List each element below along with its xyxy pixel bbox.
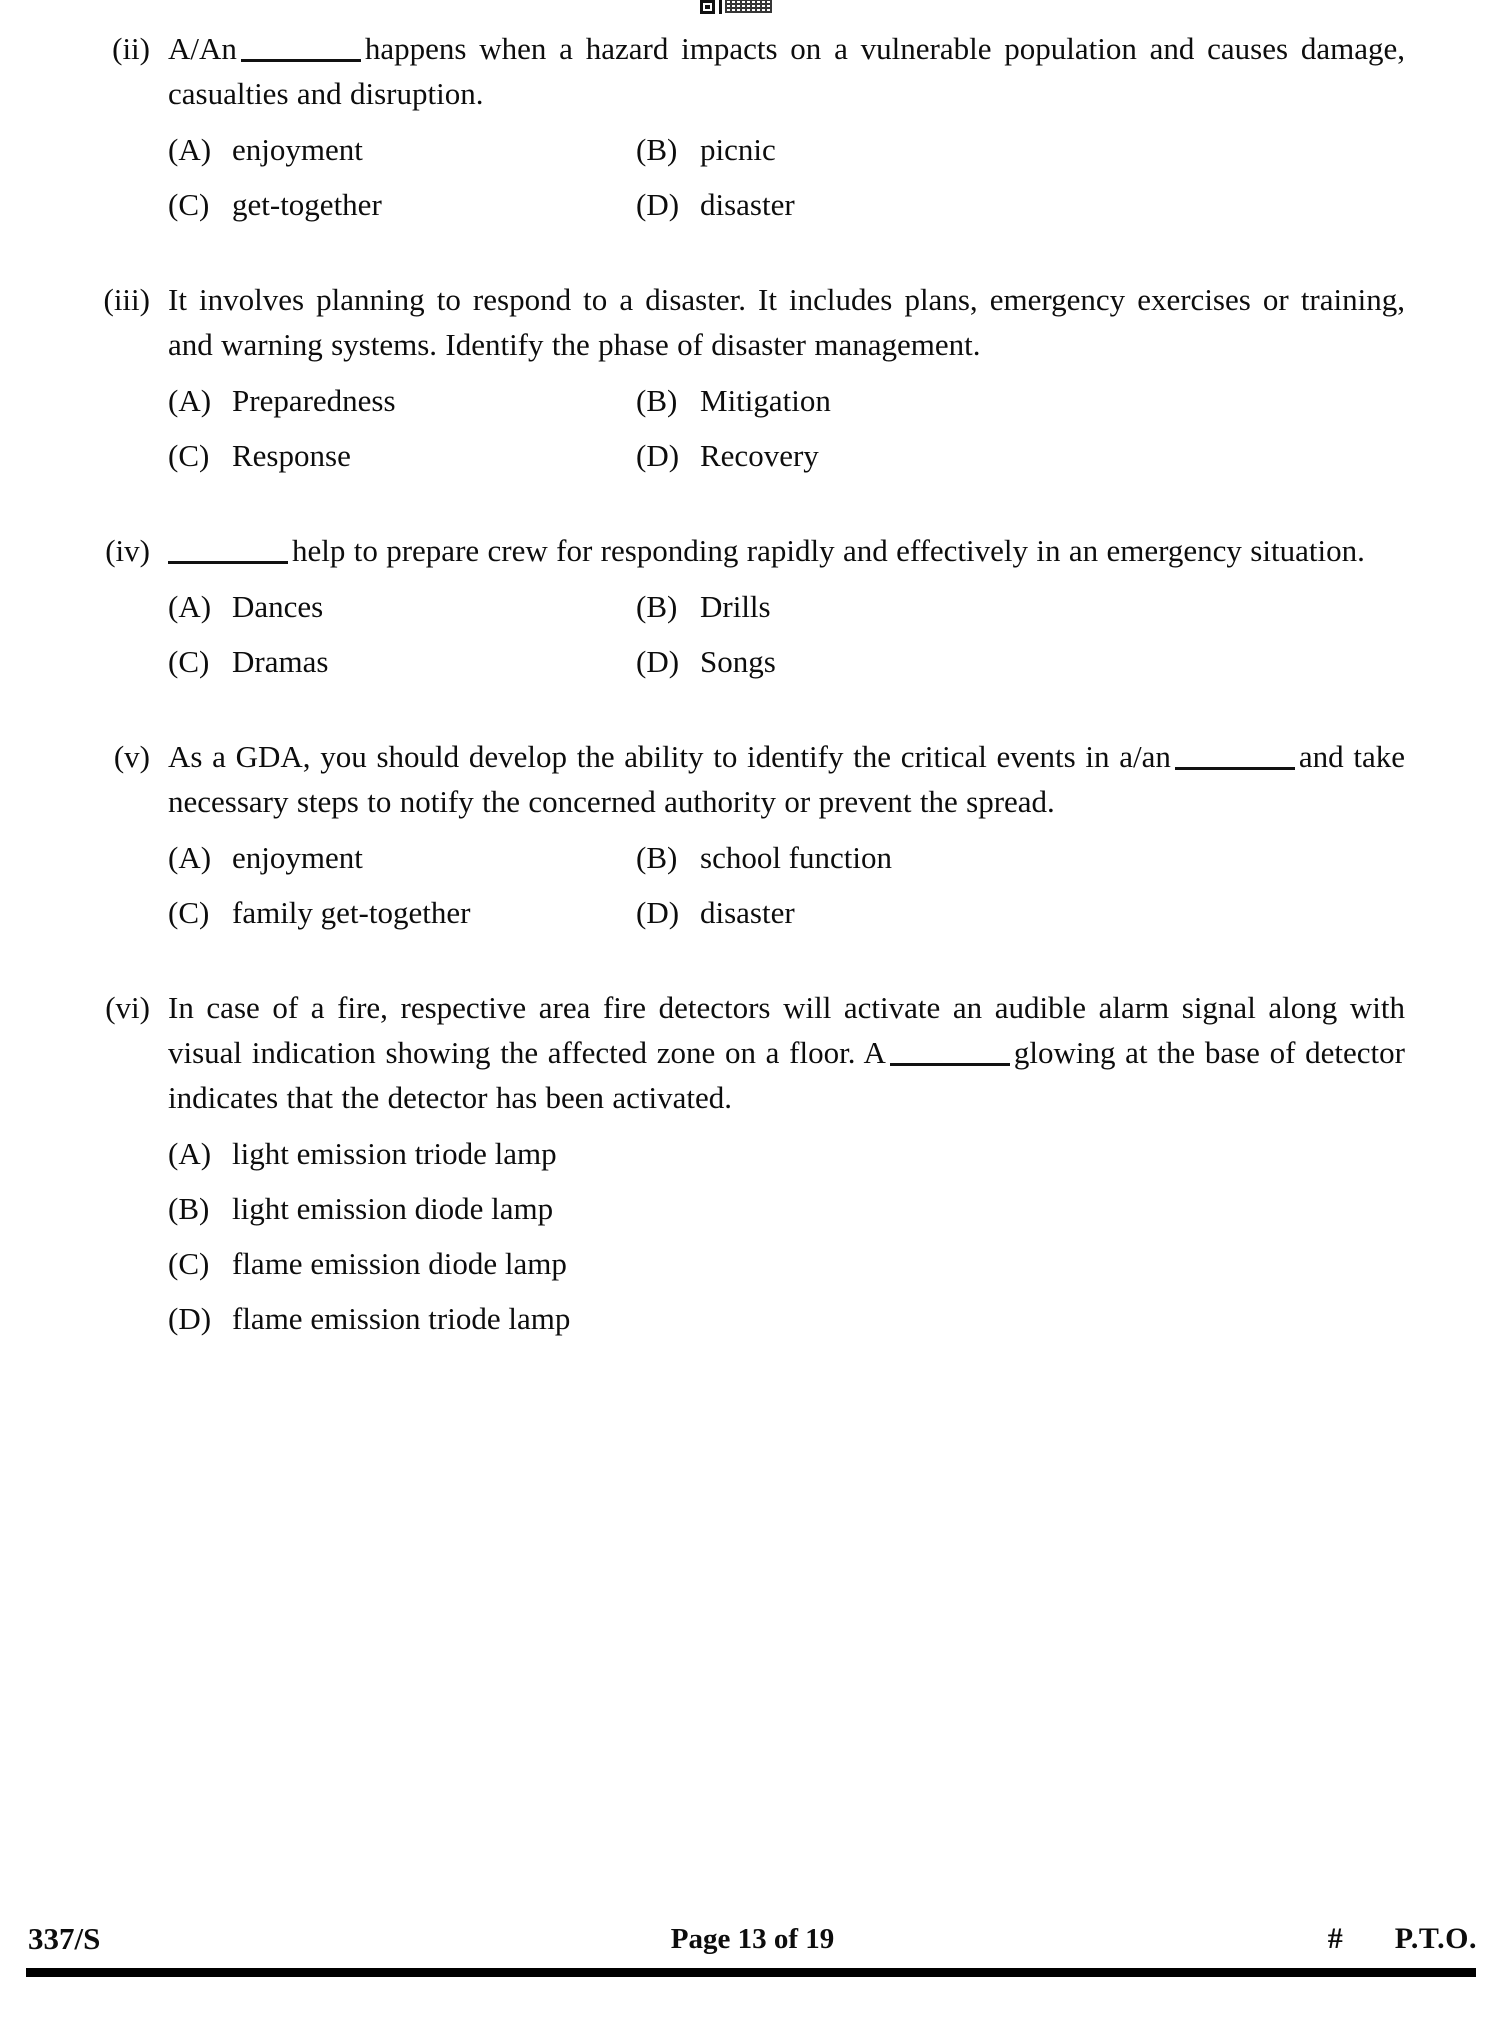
option-a[interactable] [168, 1131, 1405, 1176]
option-text: school function [700, 840, 892, 875]
question-number: (vi) [105, 990, 150, 1025]
answer-blank [241, 40, 361, 62]
option-text: enjoyment [232, 840, 363, 875]
option-label: (C) [168, 895, 210, 930]
spacer [75, 237, 1405, 277]
option-row [168, 639, 1405, 684]
stem-after: help to prepare crew for responding rapidly and effectively in an emergency situation. [292, 533, 1365, 568]
options-iii [168, 378, 1405, 478]
question-number: (iii) [103, 282, 150, 317]
spacer [75, 694, 1405, 734]
options-vi [168, 1131, 1405, 1341]
option-label: (D) [636, 187, 680, 222]
option-label: (A) [168, 132, 212, 167]
answer-blank [890, 1044, 1010, 1066]
option-label: (B) [636, 840, 678, 875]
option-a[interactable] [168, 584, 636, 629]
question-body [168, 277, 1405, 488]
option-b[interactable] [168, 1186, 1405, 1231]
question-number: (iv) [105, 533, 150, 568]
option-text: enjoyment [232, 132, 363, 167]
stem-before: A/An [168, 31, 237, 66]
option-label: (A) [168, 840, 212, 875]
stem-after: glowing at the base of detector indicates that the detector has been activated. [168, 1035, 1405, 1115]
stem-before: In case of a fire, respective area fire detectors will activate an audible alarm signal along with visual indication showing the affected zone on a floor. A [168, 990, 1405, 1070]
paper-code: 337/S [28, 1921, 101, 1956]
option-label: (C) [168, 644, 210, 679]
qr-noise-pattern [725, 0, 772, 13]
option-row [168, 127, 1405, 172]
option-row [168, 1131, 1405, 1176]
option-text: disaster [700, 187, 795, 222]
option-text: family get-together [232, 895, 471, 930]
option-text: flame emission diode lamp [232, 1246, 567, 1281]
option-a[interactable] [168, 378, 636, 423]
option-text: Recovery [700, 438, 819, 473]
qr-bar [719, 0, 722, 14]
option-text: Preparedness [232, 383, 396, 418]
question-body [168, 985, 1405, 1351]
option-c[interactable] [168, 433, 636, 478]
hash-icon: # [1327, 1922, 1343, 1955]
question-vi [75, 985, 1405, 1351]
option-text: Mitigation [700, 383, 831, 418]
option-text: Dances [232, 589, 324, 624]
option-row [168, 1296, 1405, 1341]
option-b[interactable] [636, 127, 1104, 172]
option-text: Response [232, 438, 351, 473]
pto-label: P.T.O. [1394, 1922, 1477, 1955]
options-iv [168, 584, 1405, 684]
option-row [168, 890, 1405, 935]
option-text: get-together [232, 187, 382, 222]
option-b[interactable] [636, 835, 1104, 880]
option-text: disaster [700, 895, 795, 930]
option-label: (D) [636, 895, 680, 930]
option-label: (A) [168, 589, 212, 624]
option-row [168, 433, 1405, 478]
question-body [168, 26, 1405, 237]
option-label: (B) [168, 1191, 210, 1226]
option-b[interactable] [636, 584, 1104, 629]
option-c[interactable] [168, 639, 636, 684]
question-body [168, 734, 1405, 945]
question-iv [75, 528, 1405, 694]
option-text: flame emission triode lamp [232, 1301, 571, 1336]
option-label: (C) [168, 187, 210, 222]
option-label: (D) [636, 644, 680, 679]
option-label: (B) [636, 589, 678, 624]
option-label: (A) [168, 1136, 212, 1171]
footer-divider [26, 1968, 1476, 1977]
options-ii [168, 127, 1405, 227]
qr-finder-pattern [700, 0, 715, 14]
option-row [168, 378, 1405, 423]
option-row [168, 182, 1405, 227]
stem-after: and take necessary steps to notify the concerned authority or prevent the spread. [168, 739, 1405, 819]
answer-blank [1175, 748, 1295, 770]
option-a[interactable] [168, 127, 636, 172]
option-text: light emission diode lamp [232, 1191, 554, 1226]
option-row [168, 1186, 1405, 1231]
option-label: (D) [636, 438, 680, 473]
question-stem: It involves planning to respond to a disaster. It includes plans, emergency exercises or training, and warning systems. Identify the phase of disaster management. [168, 282, 1405, 362]
question-stem [168, 985, 1405, 1120]
options-v [168, 835, 1405, 935]
spacer [75, 488, 1405, 528]
option-a[interactable] [168, 835, 636, 880]
question-stem [168, 528, 1405, 573]
footer-right-group [1328, 1922, 1477, 1956]
question-number: (v) [113, 739, 150, 774]
option-label: (D) [168, 1301, 212, 1336]
option-text: Drills [700, 589, 771, 624]
spacer [75, 945, 1405, 985]
option-text: light emission triode lamp [232, 1136, 557, 1171]
option-c[interactable] [168, 1241, 1405, 1286]
option-d[interactable] [168, 1296, 1405, 1341]
question-number: (ii) [112, 31, 150, 66]
question-iii [75, 277, 1405, 488]
option-label: (A) [168, 383, 212, 418]
option-text: Songs [700, 644, 776, 679]
question-list [75, 26, 1405, 1351]
page-number: Page 13 of 19 [670, 1922, 835, 1955]
question-ii [75, 26, 1405, 237]
question-stem [168, 26, 1405, 116]
option-d[interactable] [636, 182, 1104, 227]
option-c[interactable] [168, 890, 636, 935]
option-c[interactable] [168, 182, 636, 227]
option-row [168, 1241, 1405, 1286]
option-d[interactable] [636, 433, 1104, 478]
option-text: picnic [700, 132, 776, 167]
stem-before: As a GDA, you should develop the ability to identify the critical events in a/an [168, 739, 1171, 774]
question-v [75, 734, 1405, 945]
option-row [168, 835, 1405, 880]
option-row [168, 584, 1405, 629]
page-footer [28, 1916, 1477, 1962]
option-b[interactable] [636, 378, 1104, 423]
stem-after: happens when a hazard impacts on a vulnerable population and causes damage, casualties and disruption. [168, 31, 1405, 111]
option-label: (C) [168, 1246, 210, 1281]
answer-blank [168, 542, 288, 564]
option-label: (C) [168, 438, 210, 473]
qr-code-icon [700, 0, 772, 14]
option-label: (B) [636, 132, 678, 167]
option-text: Dramas [232, 644, 329, 679]
question-body [168, 528, 1405, 694]
question-stem [168, 734, 1405, 824]
option-label: (B) [636, 383, 678, 418]
option-d[interactable] [636, 639, 1104, 684]
option-d[interactable] [636, 890, 1104, 935]
